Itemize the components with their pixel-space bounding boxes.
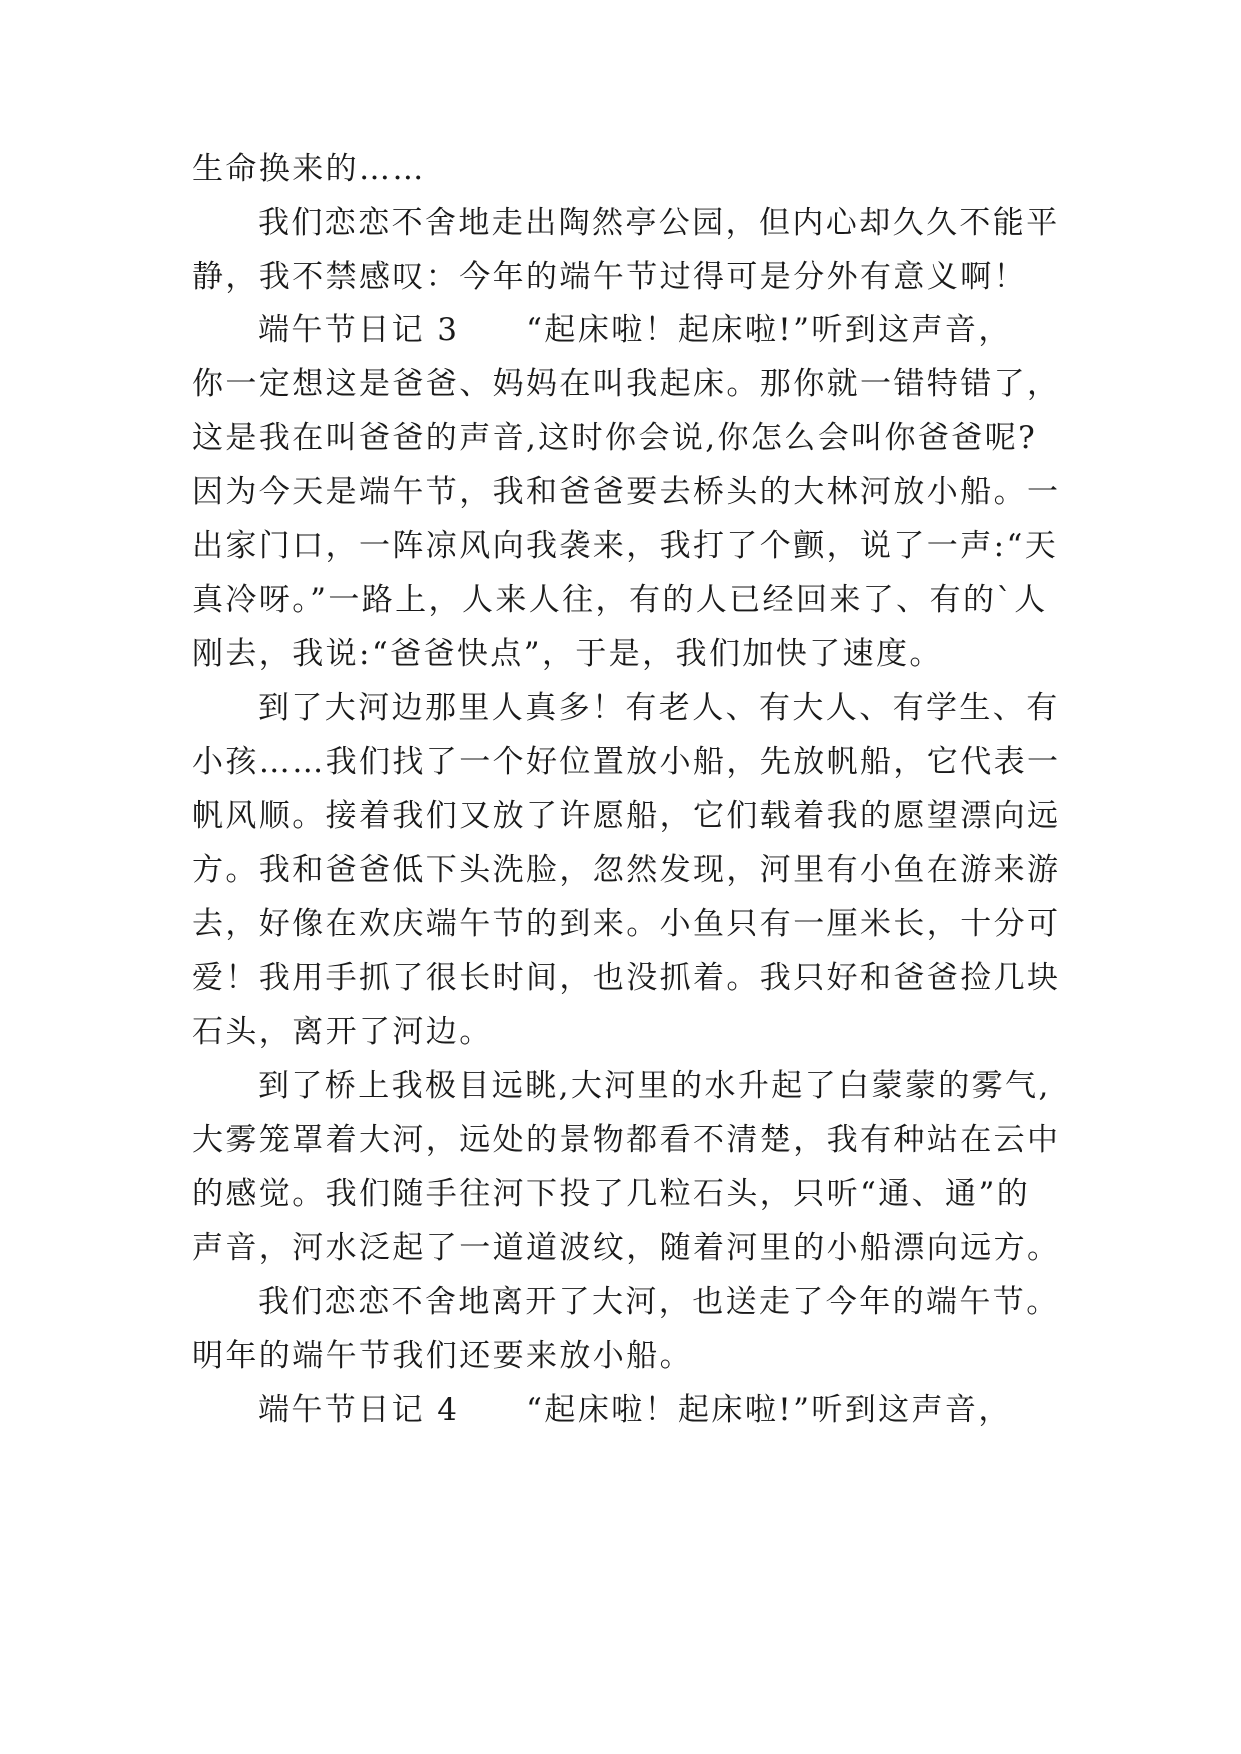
text-line: 去，好像在欢庆端午节的到来。小鱼只有一厘米长，十分可 xyxy=(192,906,1061,942)
paragraph-start-line: 我们恋恋不舍地走出陶然亭公园，但内心却久久不能平 xyxy=(258,205,1060,241)
text-line: 你一定想这是爸爸、妈妈在叫我起床。那你就一错特错了， xyxy=(192,366,1061,402)
text-line: 方。我和爸爸低下头洗脸，忽然发现，河里有小鱼在游来游 xyxy=(192,852,1061,888)
text-line: 大雾笼罩着大河，远处的景物都看不清楚，我有种站在云中 xyxy=(192,1122,1061,1158)
text-line: 静，我不禁感叹：今年的端午节过得可是分外有意义啊！ xyxy=(192,259,1027,295)
text-line: 因为今天是端午节，我和爸爸要去桥头的大林河放小船。一 xyxy=(192,474,1061,510)
section-heading-line: 端午节日记 4 “起床啦！起床啦!”听到这声音， xyxy=(258,1392,1012,1428)
paragraph-start-line: 到了桥上我极目远眺,大河里的水升起了白蒙蒙的雾气, xyxy=(258,1068,1051,1104)
text-line: 出家门口，一阵凉风向我袭来，我打了个颤，说了一声:“天 xyxy=(192,528,1059,564)
text-line: 真冷呀。”一路上，人来人往，有的人已经回来了、有的`人 xyxy=(192,582,1048,618)
text-line: 刚去，我说:“爸爸快点”，于是，我们加快了速度。 xyxy=(192,636,943,672)
text-line: 小孩……我们找了一个好位置放小船，先放帆船，它代表一 xyxy=(192,744,1061,780)
text-line: 帆风顺。接着我们又放了许愿船，它们载着我的愿望漂向远 xyxy=(192,798,1061,834)
section-heading-line: 端午节日记 3 “起床啦！起床啦!”听到这声音， xyxy=(258,312,1012,348)
paragraph-start-line: 到了大河边那里人真多！有老人、有大人、有学生、有 xyxy=(258,690,1060,726)
text-line: 这是我在叫爸爸的声音,这时你会说,你怎么会叫你爸爸呢? xyxy=(192,420,1038,456)
paragraph-start-line: 我们恋恋不舍地离开了大河，也送走了今年的端午节。 xyxy=(258,1284,1060,1320)
text-line: 明年的端午节我们还要来放小船。 xyxy=(192,1338,693,1374)
text-line: 石头，离开了河边。 xyxy=(192,1014,493,1050)
text-line: 爱！我用手抓了很长时间，也没抓着。我只好和爸爸捡几块 xyxy=(192,960,1061,996)
text-line: 的感觉。我们随手往河下投了几粒石头，只听“通、通”的 xyxy=(192,1176,1031,1212)
text-line: 声音，河水泛起了一道道波纹，随着河里的小船漂向远方。 xyxy=(192,1230,1061,1266)
text-line: 生命换来的…… xyxy=(192,151,426,187)
